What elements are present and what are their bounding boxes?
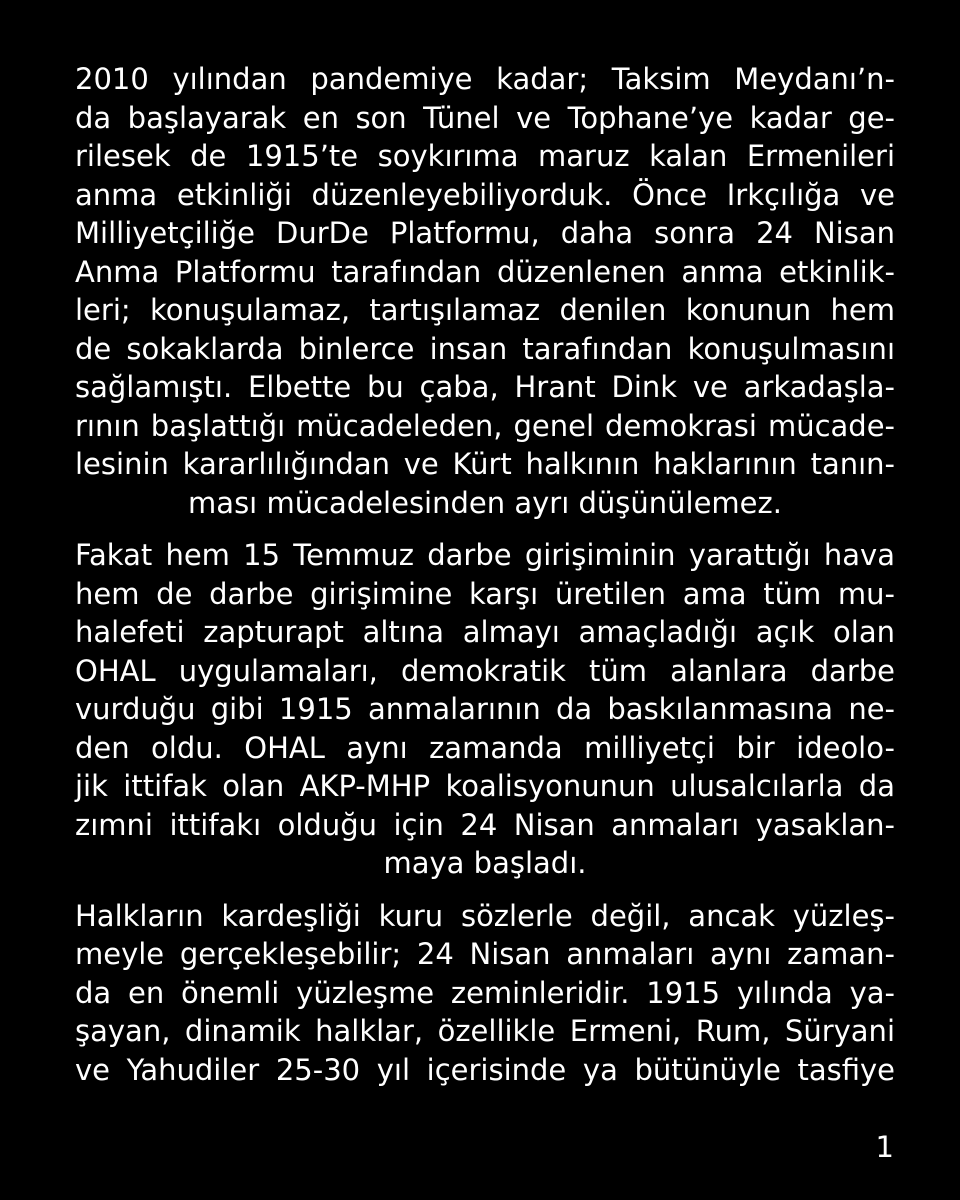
- page-number: 1: [875, 1130, 894, 1164]
- text-line: rilesek de 1915’te soykırıma maruz kalan Ermenileri: [75, 139, 895, 173]
- paragraph-3: [75, 897, 895, 1090]
- text-line: hem de darbe girişimine karşı üretilen ama tüm mu-: [75, 576, 895, 611]
- text-line: leri; konuşulamaz, tartışılamaz denilen konunun hem: [75, 293, 895, 327]
- text-line: 2010 yılından pandemiye kadar; Taksim Meydanı’n-: [75, 62, 895, 96]
- paragraph-2: [75, 536, 895, 883]
- paragraph-1: [75, 60, 895, 522]
- text-line: rının başlattığı mücadeleden, genel demokrasi mücade-: [75, 408, 895, 443]
- text-line: den oldu. OHAL aynı zamanda milliyetçi bir ideolo-: [75, 730, 895, 765]
- text-line: vurduğu gibi 1915 anmalarının da baskılanmasına ne-: [75, 692, 895, 726]
- text-line: ve Yahudiler 25-30 yıl içerisinde ya bütünüyle tasfiye: [75, 1052, 895, 1087]
- text-line: jik ittifak olan AKP-MHP koalisyonunun ulusalcılarla da: [75, 769, 895, 803]
- text-line: meyle gerçekleşebilir; 24 Nisan anmaları aynı zaman-: [75, 937, 895, 971]
- text-line: zımni ittifakı olduğu için 24 Nisan anmaları yasaklan-: [75, 807, 895, 842]
- text-line: şayan, dinamik halklar, özellikle Ermeni, Rum, Süryani: [75, 1014, 895, 1048]
- text-line: Anma Platformu tarafından düzenlenen anma etkinlik-: [75, 254, 895, 289]
- body-text: [75, 60, 895, 1103]
- text-line: Fakat hem 15 Temmuz darbe girişiminin yarattığı hava: [75, 538, 895, 572]
- text-line: Halkların kardeşliği kuru sözlerle değil, ancak yüzleş-: [75, 898, 895, 933]
- text-line: Milliyetçiliğe DurDe Platformu, daha sonra 24 Nisan: [75, 216, 895, 250]
- text-line: ması mücadelesinden ayrı düşünülemez.: [188, 485, 782, 520]
- text-line: da başlayarak en son Tünel ve Tophane’ye kadar ge-: [75, 100, 895, 135]
- text-line: da en önemli yüzleşme zeminleridir. 1915 yılında ya-: [75, 975, 895, 1010]
- text-line: OHAL uygulamaları, demokratik tüm alanlara darbe: [75, 653, 895, 688]
- text-line: de sokaklarda binlerce insan tarafından konuşulmasını: [75, 331, 895, 366]
- text-line: anma etkinliği düzenleyebiliyorduk. Önce Irkçılığa ve: [75, 177, 895, 212]
- text-line: maya başladı.: [383, 846, 587, 880]
- text-line: lesinin kararlılığından ve Kürt halkının haklarının tanın-: [75, 447, 895, 481]
- text-line: sağlamıştı. Elbette bu çaba, Hrant Dink ve arkadaşla-: [75, 370, 895, 404]
- text-line: halefeti zapturapt altına almayı amaçladığı açık olan: [75, 615, 895, 649]
